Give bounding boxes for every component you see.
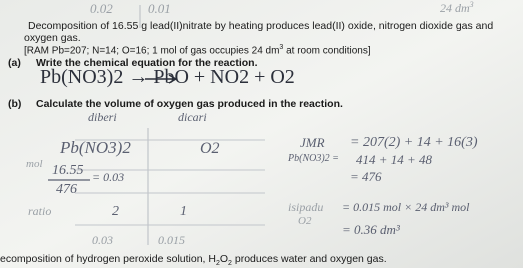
bottom-end: produces water and oxygen gas. [231,253,387,265]
ram-line [24,44,371,56]
part-a-label: (a) [8,57,21,69]
hand-note-top-right-value: 24 dm [440,1,470,15]
hand-mol-denominator: 476 [56,182,77,197]
hand-col-right-head: dicari [178,110,207,124]
hand-jmr-line3: = 476 [350,169,382,184]
ram-text: [RAM Pb=207; N=14; O=16; 1 mol of gas occupies 24 dm [24,45,280,57]
bottom-sub2: 2 [228,260,232,268]
hand-bottom-right: 0.015 [158,233,185,247]
hand-isipadu-line2: = 0.36 dm³ [342,222,400,237]
hand-col-left-formula: Pb(NO3)2 [60,138,131,157]
part-b-text: Calculate the volume of oxygen gas produced in the reaction. [36,98,343,110]
hand-isipadu-line1: = 0.015 mol × 24 dm³ mol [342,200,470,214]
hand-mol-result: = 0.03 [92,170,125,184]
hand-jmr-line2-left: Pb(NO3)2 = [288,153,339,164]
hand-note-top-mid: 0.01 [148,1,171,16]
hand-equation: Pb(NO3)2 → PbO + NO2 + O2 [40,66,295,88]
bottom-text: ecomposition of hydrogen peroxide solution, H [0,253,216,265]
hand-ratio-right: 1 [180,204,187,219]
hand-mol-label: mol [26,158,43,170]
hand-jmr-line1: = 207(2) + 14 + 16(3) [350,135,478,150]
part-b-label: (b) [8,98,22,110]
hand-jmr-label: JMR [300,135,325,150]
hand-isipadu-label: isipadu [288,200,324,214]
hand-note-top-right-sup: 3 [469,0,474,9]
ram-sup: 3 [279,44,284,51]
ram-end: at room conditions] [283,45,371,57]
question-line-1: Decomposition of 16.55 g lead(II)nitrate by heating produces lead(II) oxide, nitrogen dioxide gas and [28,20,494,32]
question-line-2: oxygen gas. [24,32,81,44]
hand-col-right-formula: O2 [200,140,220,157]
hand-isipadu-o2: O2 [298,215,312,227]
hand-note-top-right [440,0,474,16]
hand-col-left-head: diberi [88,110,117,124]
bottom-mid: O [219,253,229,265]
hand-bottom-left: 0.03 [92,233,113,247]
hand-mol-numerator: 16.55 [52,163,84,178]
hand-ratio-label: ratio [28,204,52,218]
hand-ratio-left: 2 [112,204,119,219]
part-a-text: Write the chemical equation for the reaction. [36,57,258,69]
bottom-sub1: 2 [215,260,220,268]
bottom-question-line [0,253,387,267]
hand-note-top-left: 0.02 [90,1,113,16]
hand-jmr-line2: 414 + 14 + 48 [356,152,433,167]
